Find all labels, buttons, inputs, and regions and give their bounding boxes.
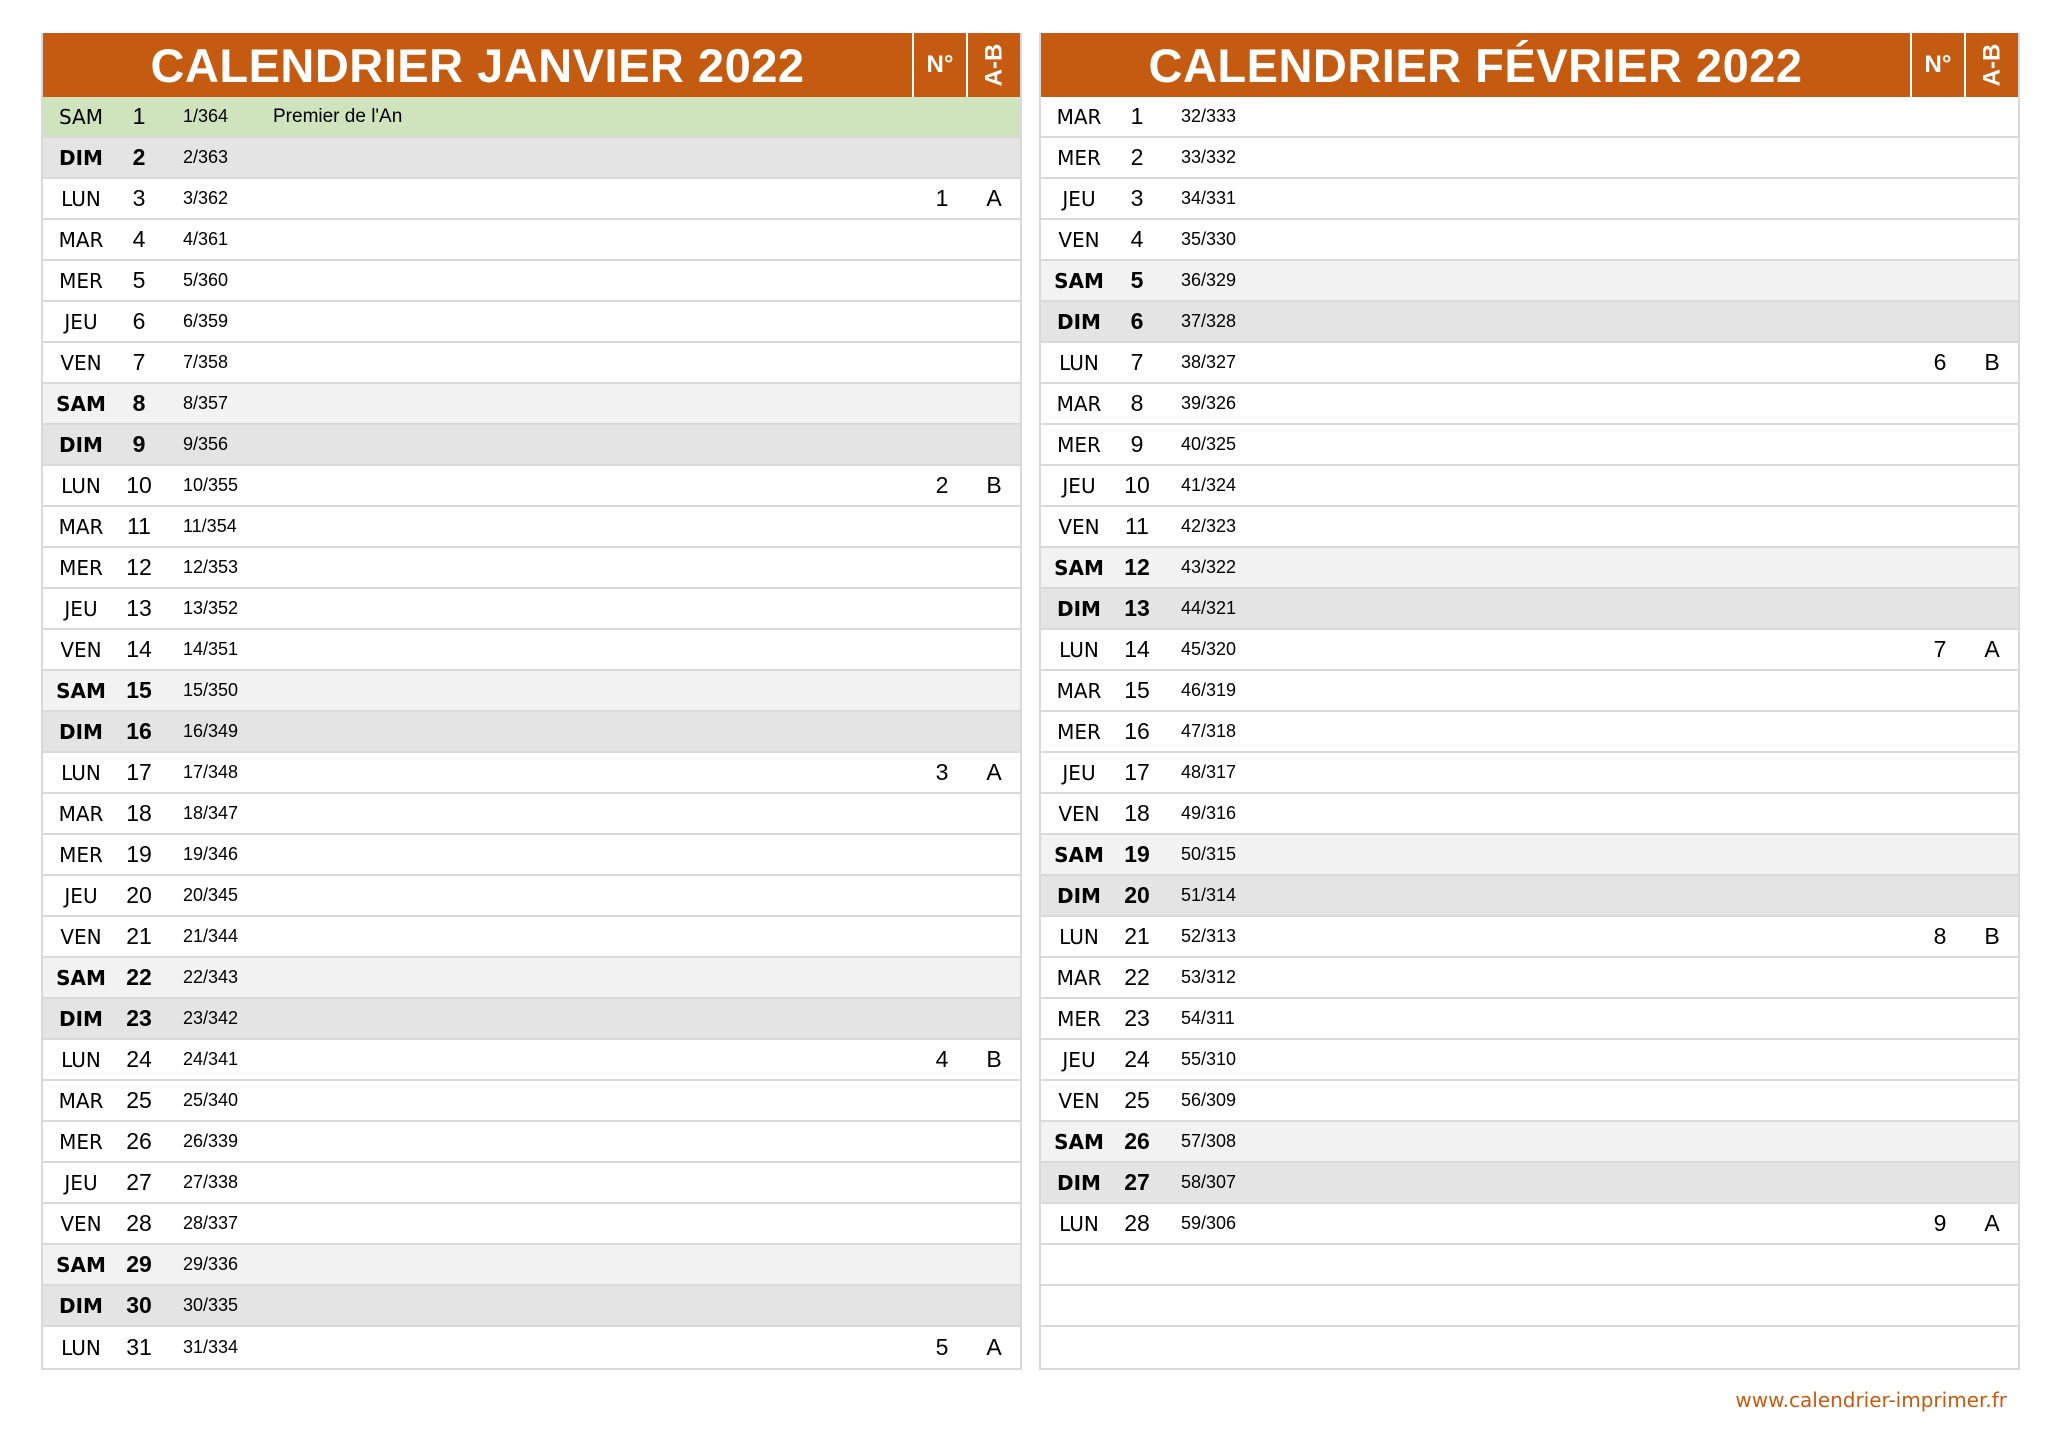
day-of-year: 23/342: [183, 1008, 239, 1028]
calendar-row: [43, 1327, 1020, 1368]
day-number: 26: [1124, 1128, 1150, 1154]
calendar-row: [43, 753, 1020, 794]
day-number: 8: [132, 390, 146, 416]
day-of-week: VEN: [1058, 514, 1100, 539]
ab-week: A: [986, 185, 1002, 211]
day-of-year: 1/364: [183, 106, 229, 126]
day-of-week: MAR: [1056, 391, 1102, 416]
calendar-title: CALENDRIER FÉVRIER 2022: [1148, 38, 1803, 92]
ab-week: B: [1984, 349, 2000, 375]
day-number: 13: [1124, 595, 1150, 621]
week-number: 6: [1933, 349, 1947, 375]
day-of-week: JEU: [64, 596, 98, 621]
day-number: 12: [126, 554, 152, 580]
calendar-row: [43, 548, 1020, 589]
calendar-header: [43, 33, 1020, 97]
calendar-row: [1041, 466, 2018, 507]
day-of-year: 40/325: [1181, 434, 1237, 454]
calendar-row: [43, 1081, 1020, 1122]
calendar-row: [43, 1040, 1020, 1081]
calendar-row: [43, 384, 1020, 425]
calendar-row: [1041, 958, 2018, 999]
calendar-row: [43, 630, 1020, 671]
calendar-row: [43, 261, 1020, 302]
day-of-year: 8/357: [183, 393, 229, 413]
calendar-row: [1041, 220, 2018, 261]
day-of-week: DIM: [1057, 309, 1101, 334]
day-of-week: MAR: [58, 1088, 104, 1113]
day-of-week: JEU: [64, 883, 98, 908]
day-number: 1: [1130, 103, 1144, 129]
day-of-year: 17/348: [183, 762, 239, 782]
day-number: 11: [127, 513, 151, 539]
ab-week-header: A-B: [1964, 33, 2018, 97]
ab-week: B: [986, 472, 1002, 498]
day-of-year: 9/356: [183, 434, 229, 454]
calendar-row: [1041, 1204, 2018, 1245]
calendar-row: [1041, 630, 2018, 671]
day-of-year: 11/354: [183, 516, 237, 536]
day-of-week: JEU: [1062, 1047, 1096, 1072]
day-number: 10: [126, 472, 152, 498]
ab-week: A: [1984, 636, 2000, 662]
day-of-week: SAM: [1054, 268, 1104, 293]
day-of-year: 51/314: [1181, 885, 1237, 905]
day-number: 24: [126, 1046, 152, 1072]
day-of-year: 10/355: [183, 475, 239, 495]
day-of-week: LUN: [1059, 637, 1099, 662]
day-number: 25: [126, 1087, 152, 1113]
calendar-row: [1041, 343, 2018, 384]
day-number: 5: [132, 267, 146, 293]
calendar-row: [1041, 1040, 2018, 1081]
ab-week: A: [986, 1334, 1002, 1360]
day-of-week: LUN: [61, 1335, 101, 1360]
calendar-row: [1041, 1122, 2018, 1163]
calendar-row: [43, 97, 1020, 138]
calendar-row: [1041, 1327, 2018, 1368]
day-number: 26: [126, 1128, 152, 1154]
day-number: 21: [126, 923, 152, 949]
day-of-week: SAM: [1054, 842, 1104, 867]
day-of-week: LUN: [1059, 924, 1099, 949]
day-of-week: MER: [1057, 145, 1101, 170]
day-of-year: 4/361: [183, 229, 229, 249]
calendar-row: [43, 712, 1020, 753]
day-of-year: 13/352: [183, 598, 239, 618]
day-of-week: VEN: [1058, 227, 1100, 252]
day-number: 24: [1124, 1046, 1150, 1072]
day-of-year: 19/346: [183, 844, 239, 864]
calendar-row: [1041, 794, 2018, 835]
week-number: 2: [935, 472, 949, 498]
day-of-year: 36/329: [1181, 270, 1237, 290]
day-of-week: MER: [59, 268, 103, 293]
calendar-row: [43, 343, 1020, 384]
day-of-year: 34/331: [1181, 188, 1237, 208]
calendar-rows: [43, 97, 1020, 1368]
day-of-year: 15/350: [183, 680, 239, 700]
day-of-year: 52/313: [1181, 926, 1237, 946]
day-number: 1: [132, 103, 146, 129]
day-of-week: MAR: [58, 801, 104, 826]
day-of-week: MER: [59, 1129, 103, 1154]
day-number: 20: [1124, 882, 1150, 908]
calendar-row: [43, 220, 1020, 261]
day-number: 29: [126, 1251, 152, 1277]
day-of-week: SAM: [56, 965, 106, 990]
day-number: 6: [1130, 308, 1144, 334]
website-link[interactable]: www.calendrier-imprimer.fr: [1735, 1388, 2007, 1412]
week-number-header: N°: [912, 33, 966, 97]
day-of-week: MAR: [1056, 965, 1102, 990]
day-number: 10: [1124, 472, 1150, 498]
day-of-week: DIM: [1057, 1170, 1101, 1195]
day-of-week: VEN: [1058, 801, 1100, 826]
day-of-week: MER: [1057, 432, 1101, 457]
calendar-row: [1041, 753, 2018, 794]
day-number: 23: [126, 1005, 152, 1031]
day-of-week: DIM: [59, 1293, 103, 1318]
day-of-year: 42/323: [1181, 516, 1237, 536]
day-of-week: MAR: [58, 227, 104, 252]
calendar-row: [43, 589, 1020, 630]
day-of-week: DIM: [1057, 596, 1101, 621]
calendar-header: [1041, 33, 2018, 97]
day-of-week: MAR: [1056, 678, 1102, 703]
day-of-week: LUN: [1059, 350, 1099, 375]
calendar-row: [43, 179, 1020, 220]
day-number: 27: [126, 1169, 152, 1195]
day-number: 17: [1124, 759, 1150, 785]
day-of-week: MAR: [1056, 104, 1102, 129]
day-of-year: 59/306: [1181, 1213, 1237, 1233]
day-of-year: 16/349: [183, 721, 239, 741]
day-number: 6: [132, 308, 146, 334]
day-number: 28: [126, 1210, 152, 1236]
day-of-year: 25/340: [183, 1090, 239, 1110]
day-number: 8: [1130, 390, 1144, 416]
week-number: 8: [1933, 923, 1947, 949]
day-of-year: 2/363: [183, 147, 229, 167]
calendar-row: [43, 425, 1020, 466]
day-number: 25: [1124, 1087, 1150, 1113]
calendar-row: [43, 917, 1020, 958]
day-of-year: 3/362: [183, 188, 229, 208]
day-of-week: SAM: [1054, 1129, 1104, 1154]
day-of-week: DIM: [59, 145, 103, 170]
day-number: 7: [1130, 349, 1144, 375]
day-number: 7: [132, 349, 146, 375]
day-of-year: 39/326: [1181, 393, 1237, 413]
calendar-row: [43, 876, 1020, 917]
day-of-week: VEN: [1058, 1088, 1100, 1113]
calendar-row: [1041, 138, 2018, 179]
ab-week: A: [1984, 1210, 2000, 1236]
calendar-row: [43, 466, 1020, 507]
calendar-row: [1041, 835, 2018, 876]
day-of-week: SAM: [58, 104, 103, 129]
week-number: 1: [935, 185, 949, 211]
week-number: 4: [935, 1046, 949, 1072]
day-of-year: 14/351: [183, 639, 239, 659]
day-of-week: MER: [1057, 719, 1101, 744]
calendar-january: [41, 33, 1022, 1370]
calendar-row: [1041, 999, 2018, 1040]
calendar-row: [1041, 548, 2018, 589]
day-number: 28: [1124, 1210, 1150, 1236]
day-number: 12: [1124, 554, 1150, 580]
day-number: 21: [1124, 923, 1150, 949]
calendar-rows: [1041, 97, 2018, 1368]
day-number: 31: [126, 1334, 152, 1360]
day-of-week: JEU: [1062, 186, 1096, 211]
day-of-year: 21/344: [183, 926, 239, 946]
day-of-week: MER: [1057, 1006, 1101, 1031]
week-number: 3: [935, 759, 949, 785]
day-number: 16: [1124, 718, 1150, 744]
day-of-year: 53/312: [1181, 967, 1237, 987]
day-of-week: JEU: [1062, 760, 1096, 785]
week-number: 5: [935, 1334, 949, 1360]
day-number: 2: [1130, 144, 1144, 170]
calendar-row: [1041, 917, 2018, 958]
day-of-year: 37/328: [1181, 311, 1237, 331]
ab-week: B: [986, 1046, 1002, 1072]
day-of-year: 48/317: [1181, 762, 1237, 782]
calendar-row: [1041, 1081, 2018, 1122]
day-number: 14: [126, 636, 152, 662]
day-of-year: 18/347: [183, 803, 239, 823]
day-of-year: 22/343: [183, 967, 239, 987]
day-number: 16: [126, 718, 152, 744]
day-of-week: VEN: [60, 1211, 102, 1236]
day-of-year: 5/360: [183, 270, 229, 290]
calendar-row: [1041, 1163, 2018, 1204]
day-of-week: SAM: [1054, 555, 1104, 580]
day-of-week: MAR: [58, 514, 104, 539]
calendar-february: [1039, 33, 2020, 1370]
day-number: 3: [1130, 185, 1144, 211]
day-of-year: 41/324: [1181, 475, 1237, 495]
day-number: 18: [1124, 800, 1150, 826]
day-number: 2: [132, 144, 146, 170]
ab-week: A: [986, 759, 1002, 785]
day-of-week: JEU: [64, 1170, 98, 1195]
calendar-row: [1041, 507, 2018, 548]
calendar-row: [1041, 589, 2018, 630]
calendar-row: [1041, 876, 2018, 917]
day-of-year: 27/338: [183, 1172, 239, 1192]
day-number: 22: [126, 964, 152, 990]
day-of-week: DIM: [59, 719, 103, 744]
day-of-year: 33/332: [1181, 147, 1237, 167]
calendar-row: [1041, 671, 2018, 712]
day-number: 19: [1124, 841, 1150, 867]
day-number: 4: [132, 226, 146, 252]
day-of-week: MER: [59, 842, 103, 867]
day-of-year: 44/321: [1181, 598, 1237, 618]
calendar-row: [1041, 1245, 2018, 1286]
day-note: Premier de l'An: [273, 105, 403, 127]
calendar-row: [1041, 302, 2018, 343]
day-of-week: LUN: [61, 760, 101, 785]
calendar-row: [1041, 97, 2018, 138]
day-of-week: DIM: [59, 1006, 103, 1031]
day-number: 18: [126, 800, 152, 826]
day-of-week: DIM: [59, 432, 103, 457]
calendar-row: [1041, 179, 2018, 220]
calendar-row: [43, 999, 1020, 1040]
day-of-year: 32/333: [1181, 106, 1237, 126]
calendar-row: [43, 1163, 1020, 1204]
day-of-week: SAM: [56, 1252, 106, 1277]
day-number: 14: [1124, 636, 1150, 662]
calendar-row: [43, 1122, 1020, 1163]
day-of-week: LUN: [61, 186, 101, 211]
day-number: 30: [126, 1292, 152, 1318]
day-of-week: SAM: [56, 391, 106, 416]
day-number: 23: [1124, 1005, 1150, 1031]
calendar-row: [43, 1286, 1020, 1327]
day-of-year: 38/327: [1181, 352, 1237, 372]
day-number: 13: [126, 595, 152, 621]
day-of-year: 57/308: [1181, 1131, 1237, 1151]
day-number: 5: [1130, 267, 1144, 293]
day-of-year: 58/307: [1181, 1172, 1237, 1192]
calendar-row: [43, 1245, 1020, 1286]
day-of-year: 46/319: [1181, 680, 1237, 700]
day-of-year: 31/334: [183, 1337, 239, 1357]
day-of-week: VEN: [60, 924, 102, 949]
calendar-row: [43, 671, 1020, 712]
calendar-row: [43, 138, 1020, 179]
day-number: 9: [1130, 431, 1144, 457]
day-of-year: 49/316: [1181, 803, 1237, 823]
ab-week-header: A-B: [966, 33, 1020, 97]
day-of-year: 35/330: [1181, 229, 1237, 249]
day-number: 15: [1124, 677, 1150, 703]
week-number: 9: [1933, 1210, 1947, 1236]
day-number: 20: [126, 882, 152, 908]
day-number: 3: [132, 185, 146, 211]
day-of-week: MER: [59, 555, 103, 580]
day-of-year: 30/335: [183, 1295, 239, 1315]
calendar-row: [43, 302, 1020, 343]
calendar-row: [1041, 384, 2018, 425]
ab-week: B: [1984, 923, 2000, 949]
calendar-row: [43, 794, 1020, 835]
day-of-year: 54/311: [1181, 1008, 1235, 1028]
day-of-year: 55/310: [1181, 1049, 1237, 1069]
day-number: 11: [1125, 513, 1149, 539]
day-of-year: 47/318: [1181, 721, 1237, 741]
day-of-week: JEU: [1062, 473, 1096, 498]
calendar-title: CALENDRIER JANVIER 2022: [150, 38, 805, 92]
week-number-header: N°: [1910, 33, 1964, 97]
calendar-row: [1041, 1286, 2018, 1327]
day-of-week: LUN: [61, 473, 101, 498]
day-of-year: 28/337: [183, 1213, 239, 1233]
calendar-row: [43, 958, 1020, 999]
day-of-year: 50/315: [1181, 844, 1237, 864]
day-number: 15: [126, 677, 152, 703]
calendar-row: [43, 1204, 1020, 1245]
day-of-year: 26/339: [183, 1131, 239, 1151]
day-of-week: DIM: [1057, 883, 1101, 908]
day-of-week: SAM: [56, 678, 106, 703]
day-number: 19: [126, 841, 152, 867]
day-number: 22: [1124, 964, 1150, 990]
day-of-year: 20/345: [183, 885, 239, 905]
week-number: 7: [1933, 636, 1947, 662]
day-of-week: VEN: [60, 637, 102, 662]
day-of-year: 45/320: [1181, 639, 1237, 659]
day-of-year: 12/353: [183, 557, 239, 577]
calendar-row: [1041, 712, 2018, 753]
day-number: 9: [132, 431, 146, 457]
day-of-year: 43/322: [1181, 557, 1237, 577]
calendar-row: [43, 507, 1020, 548]
calendar-row: [1041, 261, 2018, 302]
day-of-week: JEU: [64, 309, 98, 334]
day-number: 27: [1124, 1169, 1150, 1195]
day-of-week: LUN: [61, 1047, 101, 1072]
day-of-week: LUN: [1059, 1211, 1099, 1236]
calendar-row: [43, 835, 1020, 876]
day-of-year: 7/358: [183, 352, 229, 372]
day-number: 17: [126, 759, 152, 785]
day-of-year: 24/341: [183, 1049, 239, 1069]
day-of-week: VEN: [60, 350, 102, 375]
day-of-year: 29/336: [183, 1254, 239, 1274]
calendar-row: [1041, 425, 2018, 466]
day-of-year: 6/359: [183, 311, 229, 331]
day-of-year: 56/309: [1181, 1090, 1237, 1110]
day-number: 4: [1130, 226, 1144, 252]
